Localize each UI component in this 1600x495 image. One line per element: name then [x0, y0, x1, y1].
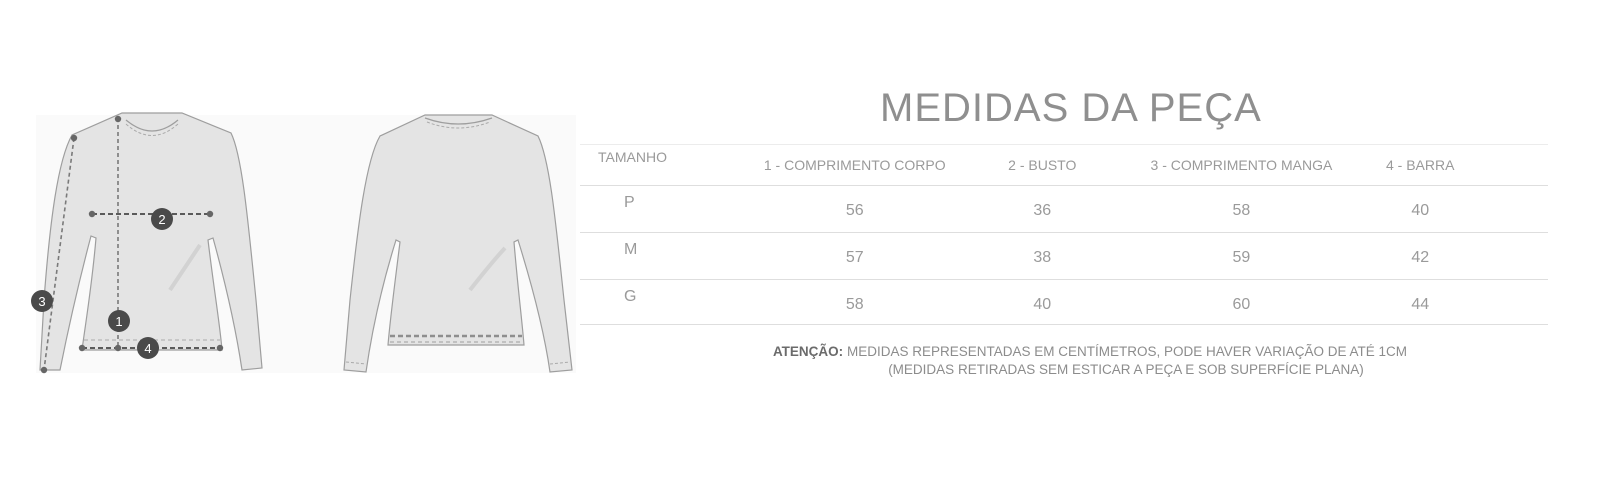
column-header-size: TAMANHO: [598, 149, 667, 165]
cell-body-length: 58: [845, 296, 864, 313]
marker-2: [151, 208, 173, 230]
table-row: [580, 280, 1548, 325]
cell-hem: 40: [1411, 202, 1430, 219]
cell-sleeve-length: 60: [1232, 296, 1251, 313]
marker-4: [137, 337, 159, 359]
note-line-1: [700, 343, 1480, 361]
measurement-note: [700, 343, 1480, 379]
table-header-row: [580, 145, 1548, 186]
cell-bust: 36: [1033, 202, 1052, 219]
garment-illustration: [0, 0, 590, 495]
table-row: [580, 186, 1548, 233]
column-header-hem: 4 - BARRA: [1385, 157, 1455, 173]
svg-text:2: 2: [158, 212, 166, 227]
size-table: [580, 144, 1548, 325]
svg-text:3: 3: [38, 294, 46, 309]
note-label: ATENÇÃO:: [772, 344, 844, 359]
column-header-body-length: 1 - COMPRIMENTO CORPO: [763, 157, 946, 173]
svg-text:4: 4: [144, 341, 152, 356]
table-row: [580, 233, 1548, 280]
column-header-sleeve-length: 3 - COMPRIMENTO MANGA: [1150, 157, 1333, 173]
page-title: MEDIDAS DA PEÇA: [880, 86, 1262, 130]
cell-sleeve-length: 59: [1232, 249, 1251, 266]
marker-3: [31, 290, 53, 312]
note-line-2: (MEDIDAS RETIRADAS SEM ESTICAR A PEÇA E SOB SUPERFÍCIE PLANA): [888, 362, 1364, 377]
cell-body-length: 56: [845, 202, 864, 219]
marker-1: [108, 310, 130, 332]
svg-text:1: 1: [115, 314, 123, 329]
cell-bust: 40: [1033, 296, 1052, 313]
column-header-bust: 2 - BUSTO: [1008, 157, 1077, 173]
size-label: M: [624, 241, 638, 258]
note-text-1: MEDIDAS REPRESENTADAS EM CENTÍMETROS, PODE HAVER VARIAÇÃO DE ATÉ 1CM: [846, 344, 1408, 359]
cell-hem: 42: [1411, 249, 1430, 266]
cell-hem: 44: [1411, 296, 1430, 313]
size-label: P: [624, 194, 635, 211]
cell-sleeve-length: 58: [1232, 202, 1251, 219]
size-label: G: [624, 288, 637, 305]
cell-bust: 38: [1033, 249, 1052, 266]
cell-body-length: 57: [845, 249, 864, 266]
